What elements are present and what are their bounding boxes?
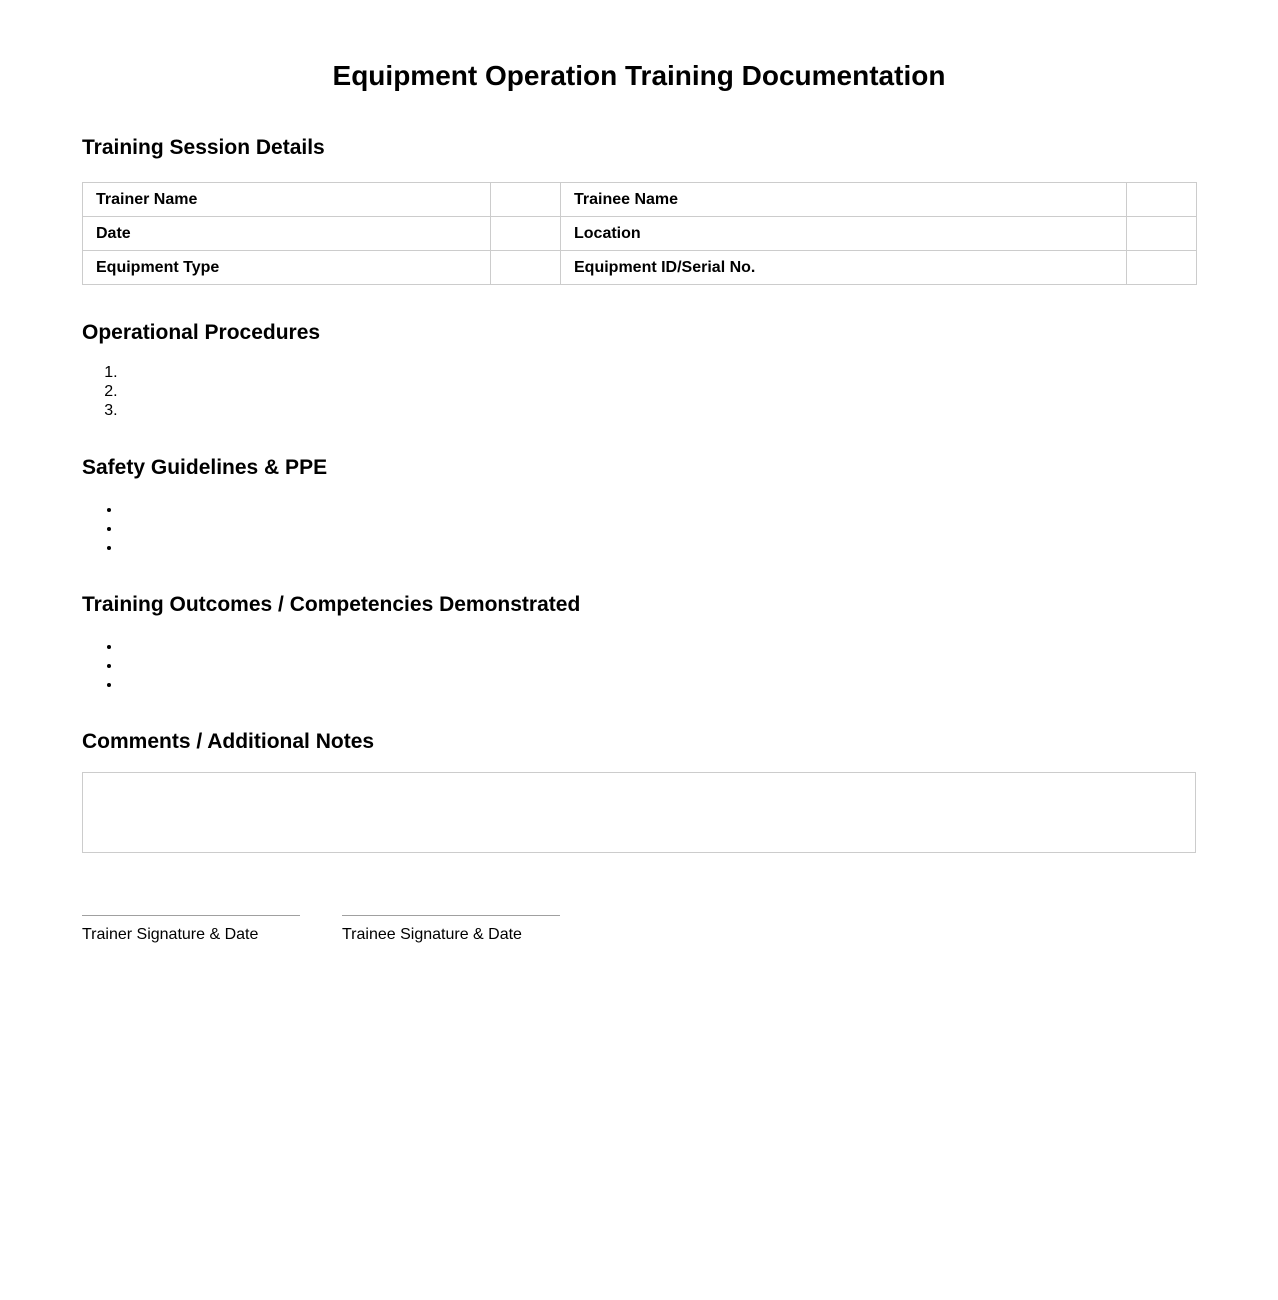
list-item [122,500,1196,519]
signature-section [82,915,1196,944]
page-title: Equipment Operation Training Documentation [332,60,946,91]
list-item [122,675,1196,694]
date-label: Date [83,217,491,251]
trainee-name-value-cell[interactable] [1127,183,1197,217]
section-heading-training-outcomes: Training Outcomes / Competencies Demonstrated [82,593,581,616]
table-row [83,251,1197,285]
safety-guidelines-list [82,500,1196,557]
table-row [83,217,1197,251]
section-heading-operational-procedures: Operational Procedures [82,321,321,344]
equipment-type-value-cell[interactable] [491,251,561,285]
equipment-id-value-cell[interactable] [1127,251,1197,285]
section-heading-training-session-details: Training Session Details [82,136,325,159]
operational-procedures-list [82,363,1196,420]
trainee-signature-block [342,915,560,944]
equipment-id-label: Equipment ID/Serial No. [561,251,1127,285]
list-item [122,656,1196,675]
trainer-name-label: Trainer Name [83,183,491,217]
trainer-signature-label: Trainer Signature & Date [82,926,259,943]
list-item [122,519,1196,538]
location-label: Location [561,217,1127,251]
training-session-details-table [82,182,1197,285]
location-value-cell[interactable] [1127,217,1197,251]
trainer-signature-block [82,915,300,944]
comments-notes-box[interactable] [82,772,1196,853]
section-heading-safety-guidelines: Safety Guidelines & PPE [82,456,328,479]
list-item [122,363,1196,382]
section-heading-comments: Comments / Additional Notes [82,730,375,753]
list-item [122,401,1196,420]
list-item [122,538,1196,557]
table-row [83,183,1197,217]
equipment-type-label: Equipment Type [83,251,491,285]
trainee-signature-label: Trainee Signature & Date [342,926,522,943]
trainee-name-label: Trainee Name [561,183,1127,217]
document-page [82,0,1196,944]
list-item [122,382,1196,401]
list-item [122,637,1196,656]
training-outcomes-list [82,637,1196,694]
trainer-name-value-cell[interactable] [491,183,561,217]
date-value-cell[interactable] [491,217,561,251]
